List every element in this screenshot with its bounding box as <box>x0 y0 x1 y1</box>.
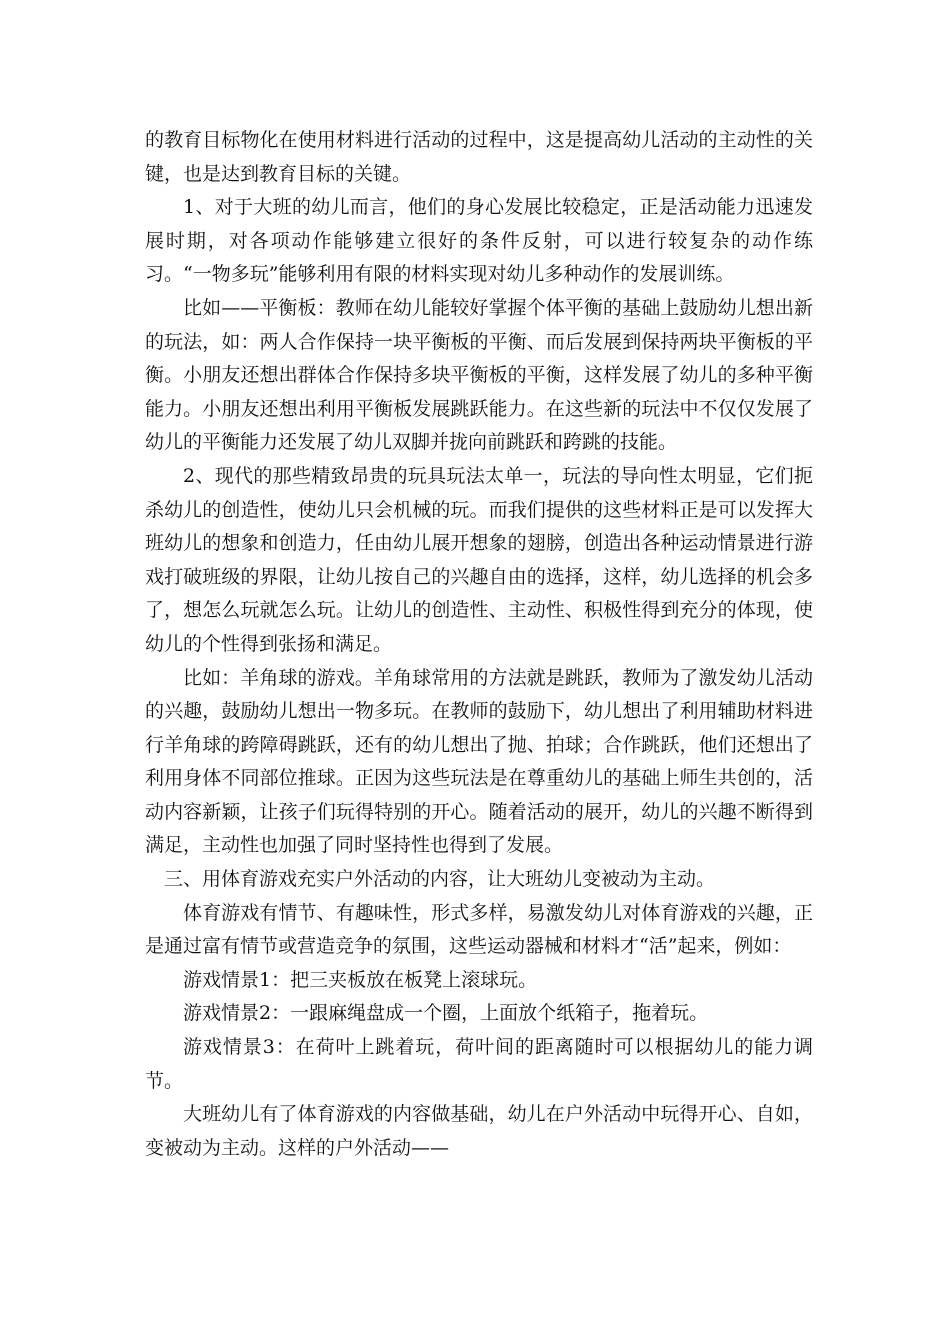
document-body <box>145 124 813 1165</box>
paragraph: 的教育目标物化在使用材料进行活动的过程中，这是提高幼儿活动的主动性的关键，也是达到教育目标的关键。 <box>145 129 813 185</box>
paragraph: 2、现代的那些精致昂贵的玩具玩法太单一，玩法的导向性太明显，它们扼杀幼儿的创造性，使幼儿只会机械的玩。而我们提供的这些材料正是可以发挥大班幼儿的想象和创造力，任由幼儿展开想象的翅膀，创造出各种运动情景进行游戏打破班级的界限，让幼儿按自己的兴趣自由的选择，这样，幼儿选择的机会多了，想怎么玩就怎么玩。让幼儿的创造性、主动性、积极性得到充分的体现，使幼儿的个性得到张扬和满足。 <box>145 464 813 655</box>
list-item: 游戏情景1：把三夹板放在板凳上滚球玩。 <box>183 968 538 991</box>
list-item: 游戏情景3：在荷叶上跳着玩，荷叶间的距离随时可以根据幼儿的能力调节。 <box>145 1036 813 1092</box>
section-heading: 三、用体育游戏充实户外活动的内容，让大班幼儿变被动为主动。 <box>164 868 716 891</box>
paragraph: 比如——平衡板：教师在幼儿能较好掌握个体平衡的基础上鼓励幼儿想出新的玩法，如：两人合作保持一块平衡板的平衡、而后发展到保持两块平衡板的平衡。小朋友还想出群体合作保持多块平衡板的平衡，这样发展了幼儿的多种平衡能力。小朋友还想出利用平衡板发展跳跃能力。在这些新的玩法中不仅仅发展了幼儿的平衡能力还发展了幼儿双脚并拢向前跳跃和跨跳的技能。 <box>145 296 813 454</box>
paragraph: 比如：羊角球的游戏。羊角球常用的方法就是跳跃，教师为了激发幼儿活动的兴趣，鼓励幼儿想出一物多玩。在教师的鼓励下，幼儿想出了利用辅助材料进行羊角球的跨障碍跳跃，还有的幼儿想出了抛、拍球；合作跳跃，他们还想出了利用身体不同部位推球。正因为这些玩法是在尊重幼儿的基础上师生共创的，活动内容新颖，让孩子们玩得特别的开心。随着活动的展开，幼儿的兴趣不断得到满足，主动性也加强了同时坚持性也得到了发展。 <box>145 666 813 857</box>
paragraph: 体育游戏有情节、有趣味性，形式多样，易激发幼儿对体育游戏的兴趣，正是通过富有情节或营造竞争的氛围，这些运动器械和材料才“活”起来，例如： <box>145 901 813 958</box>
paragraph: 大班幼儿有了体育游戏的内容做基础，幼儿在户外活动中玩得开心、自如，变被动为主动。这样的户外活动—— <box>145 1103 813 1159</box>
paragraph: 1、对于大班的幼儿而言，他们的身心发展比较稳定，正是活动能力迅速发展时期，对各项动作能够建立很好的条件反射，可以进行较复杂的动作练习。“一物多玩”能够利用有限的材料实现对幼儿多种动作的发展训练。 <box>145 196 813 286</box>
list-item: 游戏情景2：一跟麻绳盘成一个圈，上面放个纸箱子，拖着玩。 <box>183 1002 709 1025</box>
